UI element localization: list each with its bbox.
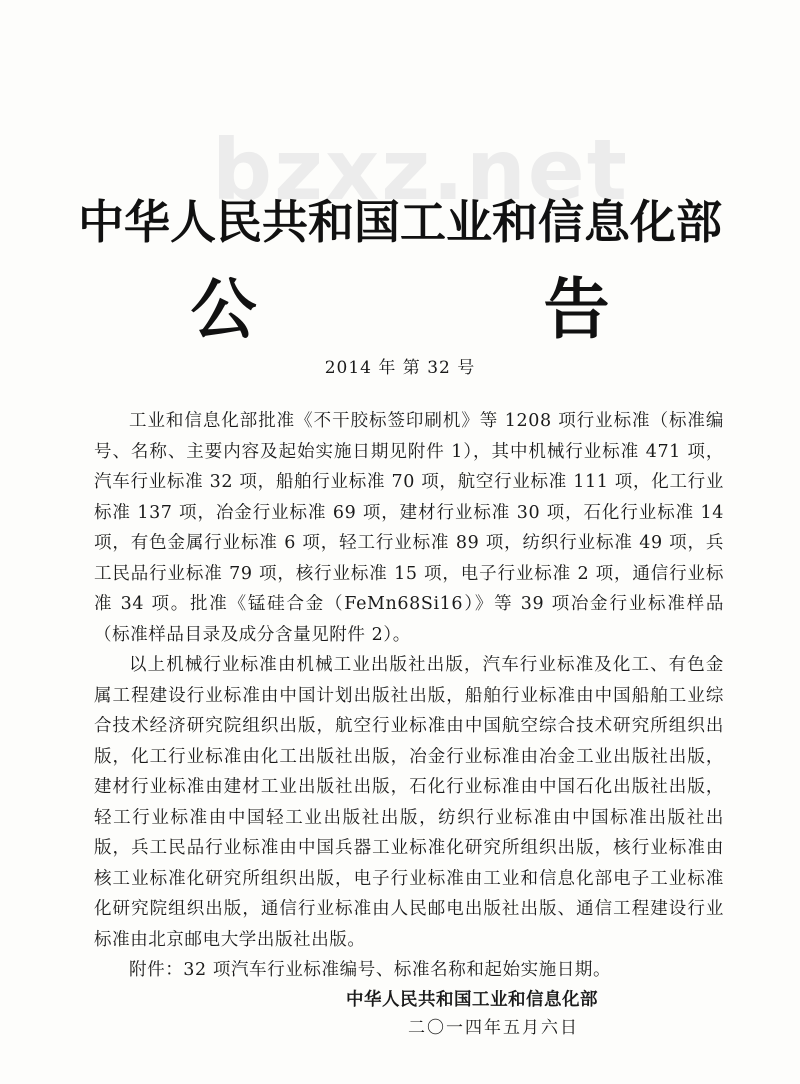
document-number: 2014 年 第 32 号 [324, 358, 476, 378]
body-paragraph-publishers: 以上机械行业标准由机械工业出版社出版，汽车行业标准及化工、有色金属工程建设行业标准由中国计划出版社出版，船舶行业标准由中国船舶工业综合技术经济研究院组织出版，航空行业标准由中国航空综合技术研究所组织出版，化工行业标准由化工出版社出版，冶金行业标准由冶金工业出版社出版，建材行业标准由建材工业出版社出版，石化行业标准由中国石化出版社出版，轻工行业标准由中国轻工业出版社出版，纺织行业标准由中国标准出版社出版，兵工民品行业标准由中国兵器工业标准化研究所组织出版，核行业标准由核工业标准化研究所组织出版，电子行业标准由工业和信息化部电子工业标准化研究院组织出版，通信行业标准由人民邮电出版社出版、通信工程建设行业标准由北京邮电大学出版社出版。 [94, 655, 724, 950]
signature-block [346, 986, 706, 1042]
body-paragraph-approval: 工业和信息化部批准《不干胶标签印刷机》等 1208 项行业标准（标准编号、名称、主要内容及起始实施日期见附件 1），其中机械行业标准 471 项，汽车行业标准 32 项，船舶行业标准 70 项，航空行业标准 111 项，化工行业标准 137 项，冶金行业标准 69 项，建材行业标准 30 项，石化行业标准 14 项，有色金属行业标准 6 项，轻工行业标准 89 项，纺织行业标准 49 项，兵工民品行业标准 79 项，核行业标准 15 项，电子行业标准 2 项，通信行业标准 34 项。批准《锰硅合金（FeMn68Si16）》等 39 项冶金行业标准样品（标准样品目录及成分含量见附件 2）。 [94, 411, 724, 645]
notice-title: 公 告 [190, 271, 742, 348]
attachment-note: 附件：32 项汽车行业标准编号、标准名称和起始实施日期。 [129, 960, 612, 980]
watermark: bzxz.net [212, 121, 629, 219]
notice-body [94, 406, 724, 986]
signature-date: 二〇一四年五月六日 [408, 1018, 579, 1038]
signature-organization: 中华人民共和国工业和信息化部 [346, 990, 598, 1010]
issuing-organization-title: 中华人民共和国工业和信息化部 [78, 195, 722, 249]
